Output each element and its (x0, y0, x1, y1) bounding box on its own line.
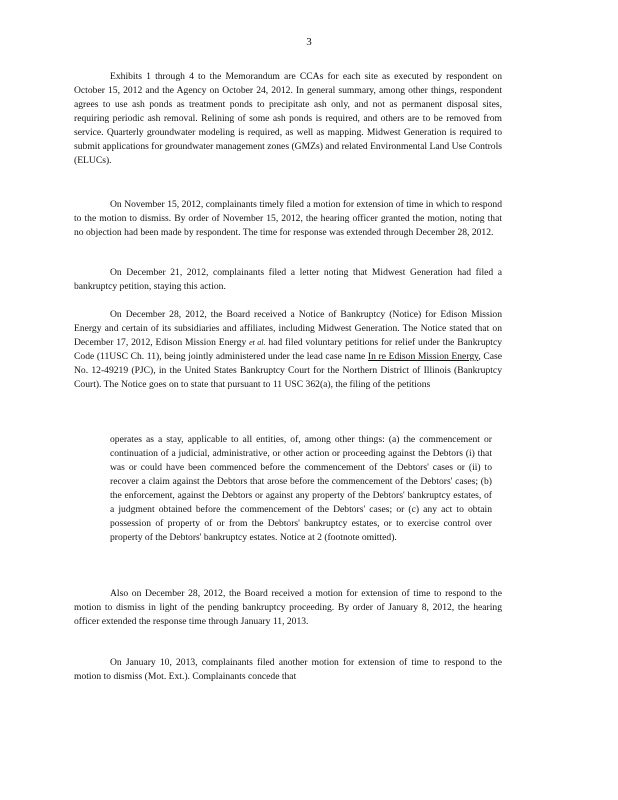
paragraph-bankruptcy-notice-text-c: , Case No. 12-49219 (PJC), in the United States Bankruptcy Court for the Northern District of Illinois (Bankruptcy Court). The Notice goes on to state that pursuant to 11 USC 362(a), the filing of the petitions (74, 351, 502, 390)
paragraph-january-motion (74, 656, 502, 684)
paragraph-bankruptcy-notice-text-b: had filed voluntary petitions for relief under the Bankruptcy Code (11USC Ch. 11), being jointly administered under the lead case name (74, 337, 503, 362)
paragraph-exhibits-text: Exhibits 1 through 4 to the Memorandum are CCAs for each site as executed by respondent on October 15, 2012 and the Agency on October 24, 2012. In general summary, among other things, respondent agrees to use ash ponds as treatment ponds to precipitate ash only, and not as permanent disposal sites, requiring periodic ash removal. Relining of some ash ponds is required, and others are to be removed from service. Quarterly groundwater modeling is required, as well as mapping. Midwest Generation is required to submit applications for groundwater management zones (GMZs) and related Environmental Land Use Controls (ELUCs). (74, 71, 502, 166)
paragraph-november-extension-text: On November 15, 2012, complainants timely filed a motion for extension of time in which to respond to the motion to dismiss. By order of November 15, 2012, the hearing officer granted the motion, noting that no objection had been made by respondent. The time for response was extended through December 28, 2012. (74, 199, 502, 238)
paragraph-december-letter (74, 266, 502, 294)
paragraph-november-extension (74, 198, 502, 240)
paragraph-also-december-text: Also on December 28, 2012, the Board received a motion for extension of time to respond to the motion to dismiss in light of the pending bankruptcy proceeding. By order of January 8, 2012, the hearing officer extended the response time through January 11, 2013. (74, 588, 502, 627)
page-number: 3 (306, 36, 312, 48)
paragraph-bankruptcy-notice-text-a: On December 28, 2012, the Board received a Notice of Bankruptcy (Notice) for Edison Mission Energy and certain of its subsidiaries and affiliates, including Midwest Generation. The Notice stated that on December 17, 2012, Edison Mission Energy (74, 309, 502, 348)
paragraph-january-motion-text: On January 10, 2013, complainants filed another motion for extension of time to respond to the motion to dismiss (Mot. Ext.). Complainants concede that (74, 657, 502, 682)
paragraph-bankruptcy-notice (74, 308, 502, 392)
paragraph-exhibits (74, 70, 502, 168)
case-name-underlined: In re Edison Mission Energy (367, 351, 479, 362)
et-al-italic: et al. (249, 338, 266, 347)
block-quote-stay (110, 433, 492, 545)
paragraph-december-letter-text: On December 21, 2012, complainants filed a letter noting that Midwest Generation had filed a bankruptcy petition, staying this action. (74, 267, 502, 292)
block-quote-stay-text: operates as a stay, applicable to all entities, of, among other things: (a) the commencement or continuation of a judicial, administrative, or other action or proceeding against the Debtors (i) that was or could have been commenced before the commencement of the Debtors' cases or (ii) to recover a claim against the Debtors that arose before the commencement of the Debtors' cases; (b) the enforcement, against the Debtors or against any property of the Debtors' bankruptcy estates, of a judgment obtained before the commencement of the Debtors' cases; or (c) any act to obtain possession of property of or from the Debtors' bankruptcy estates, or to exercise control over property of the Debtors' bankruptcy estates. Notice at 2 (footnote omitted). (110, 434, 492, 543)
paragraph-also-december (74, 587, 502, 629)
